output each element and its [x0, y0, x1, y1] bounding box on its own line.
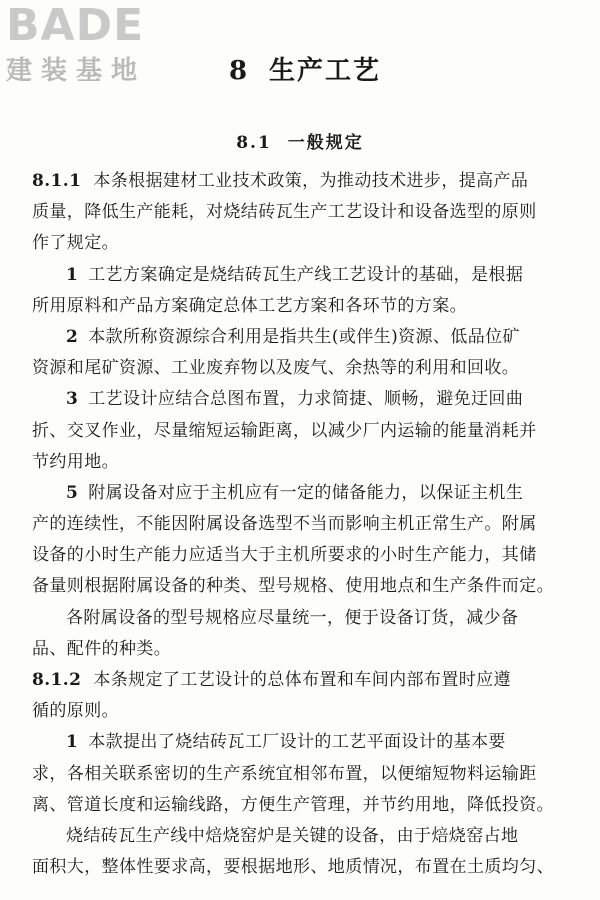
text-line — [32, 665, 580, 696]
item-number: 2 — [66, 326, 79, 347]
chapter-name: 生产工艺 — [269, 56, 382, 86]
line-text: 产的连续性，不能因附属设备选型不当而影响主机正常生产。附属 — [32, 514, 537, 535]
text-line — [32, 353, 580, 384]
clause-number: 8.1.2 — [32, 670, 82, 690]
text-line — [32, 509, 580, 540]
line-text: 各附属设备的型号规格应尽量统一，便于设备订货，减少备 — [66, 607, 519, 628]
line-text: 工艺设计应结合总图布置，力求简捷、顺畅，避免迂回曲 — [88, 389, 524, 410]
body-text — [32, 166, 580, 883]
clause-number: 8.1.1 — [32, 171, 82, 191]
line-text: 烧结砖瓦生产线中焙烧窑炉是关键的设备，由于焙烧窑占地 — [66, 825, 519, 846]
text-line — [32, 727, 580, 758]
text-line — [32, 696, 580, 727]
text-line — [32, 384, 580, 415]
line-text: 资源和尾矿资源、工业废弃物以及废气、余热等的利用和回收。 — [32, 358, 520, 379]
text-line — [32, 790, 580, 821]
text-line — [32, 447, 580, 478]
item-number: 5 — [66, 482, 79, 503]
chapter-title — [0, 50, 600, 87]
line-text: 求，各相关联系密切的生产系统宜相邻布置，以便缩短物料运输距 — [32, 763, 537, 784]
logo-mark: BADE — [6, 0, 145, 51]
item-number: 1 — [66, 264, 79, 285]
item-number: 3 — [66, 389, 79, 410]
line-text: 作了规定。 — [32, 233, 119, 254]
text-line — [32, 291, 580, 322]
text-line — [32, 540, 580, 571]
line-text: 本款所称资源综合利用是指共生(或伴生)资源、低品位矿 — [88, 326, 520, 347]
line-text: 品、配件的种类。 — [32, 638, 172, 659]
line-text: 设备的小时生产能力应适当大于主机所要求的小时生产能力，其储 — [32, 545, 537, 566]
text-line — [32, 260, 580, 291]
line-text: 质量，降低生产能耗，对烧结砖瓦生产工艺设计和设备选型的原则 — [32, 202, 537, 223]
line-text: 工艺方案确定是烧结砖瓦生产线工艺设计的基础，是根据 — [88, 264, 524, 285]
section-number: 8.1 — [236, 133, 272, 153]
text-line — [32, 166, 580, 197]
chapter-number: 8 — [228, 56, 250, 86]
text-line — [32, 478, 580, 509]
line-text: 附属设备对应于主机应有一定的储备能力，以保证主机生 — [88, 482, 524, 503]
line-text: 节约用地。 — [32, 451, 119, 472]
section-title — [0, 128, 600, 153]
line-text: 面积大，整体性要求高，要根据地形、地质情况，布置在土质均匀、 — [32, 857, 554, 878]
text-line — [32, 228, 580, 259]
text-line — [32, 634, 580, 665]
text-line — [32, 322, 580, 353]
line-text: 本条规定了工艺设计的总体布置和车间内部布置时应遵 — [93, 670, 511, 690]
line-text: 所用原料和产品方案确定总体工艺方案和各环节的方案。 — [32, 295, 467, 316]
item-number: 1 — [66, 732, 79, 753]
line-text: 备量则根据附属设备的种类、型号规格、使用地点和生产条件而定。 — [32, 576, 554, 597]
text-line — [32, 416, 580, 447]
text-line — [32, 821, 580, 852]
line-text: 本款提出了烧结砖瓦工厂设计的工艺平面设计的基本要 — [88, 732, 506, 753]
line-text: 离、管道长度和运输线路，方便生产管理，并节约用地，降低投资。 — [32, 794, 554, 815]
text-line — [32, 603, 580, 634]
line-text: 折、交叉作业，尽量缩短运输距离，以减少厂内运输的能量消耗并 — [32, 420, 537, 441]
line-text: 循的原则。 — [32, 701, 119, 722]
section-name: 一般规定 — [287, 133, 364, 153]
logo-subtitle: 建装基地 — [6, 56, 147, 86]
text-line — [32, 759, 580, 790]
text-line — [32, 852, 580, 883]
line-text: 本条根据建材工业技术政策，为推动技术进步，提高产品 — [93, 171, 529, 191]
text-line — [32, 571, 580, 602]
text-line — [32, 197, 580, 228]
